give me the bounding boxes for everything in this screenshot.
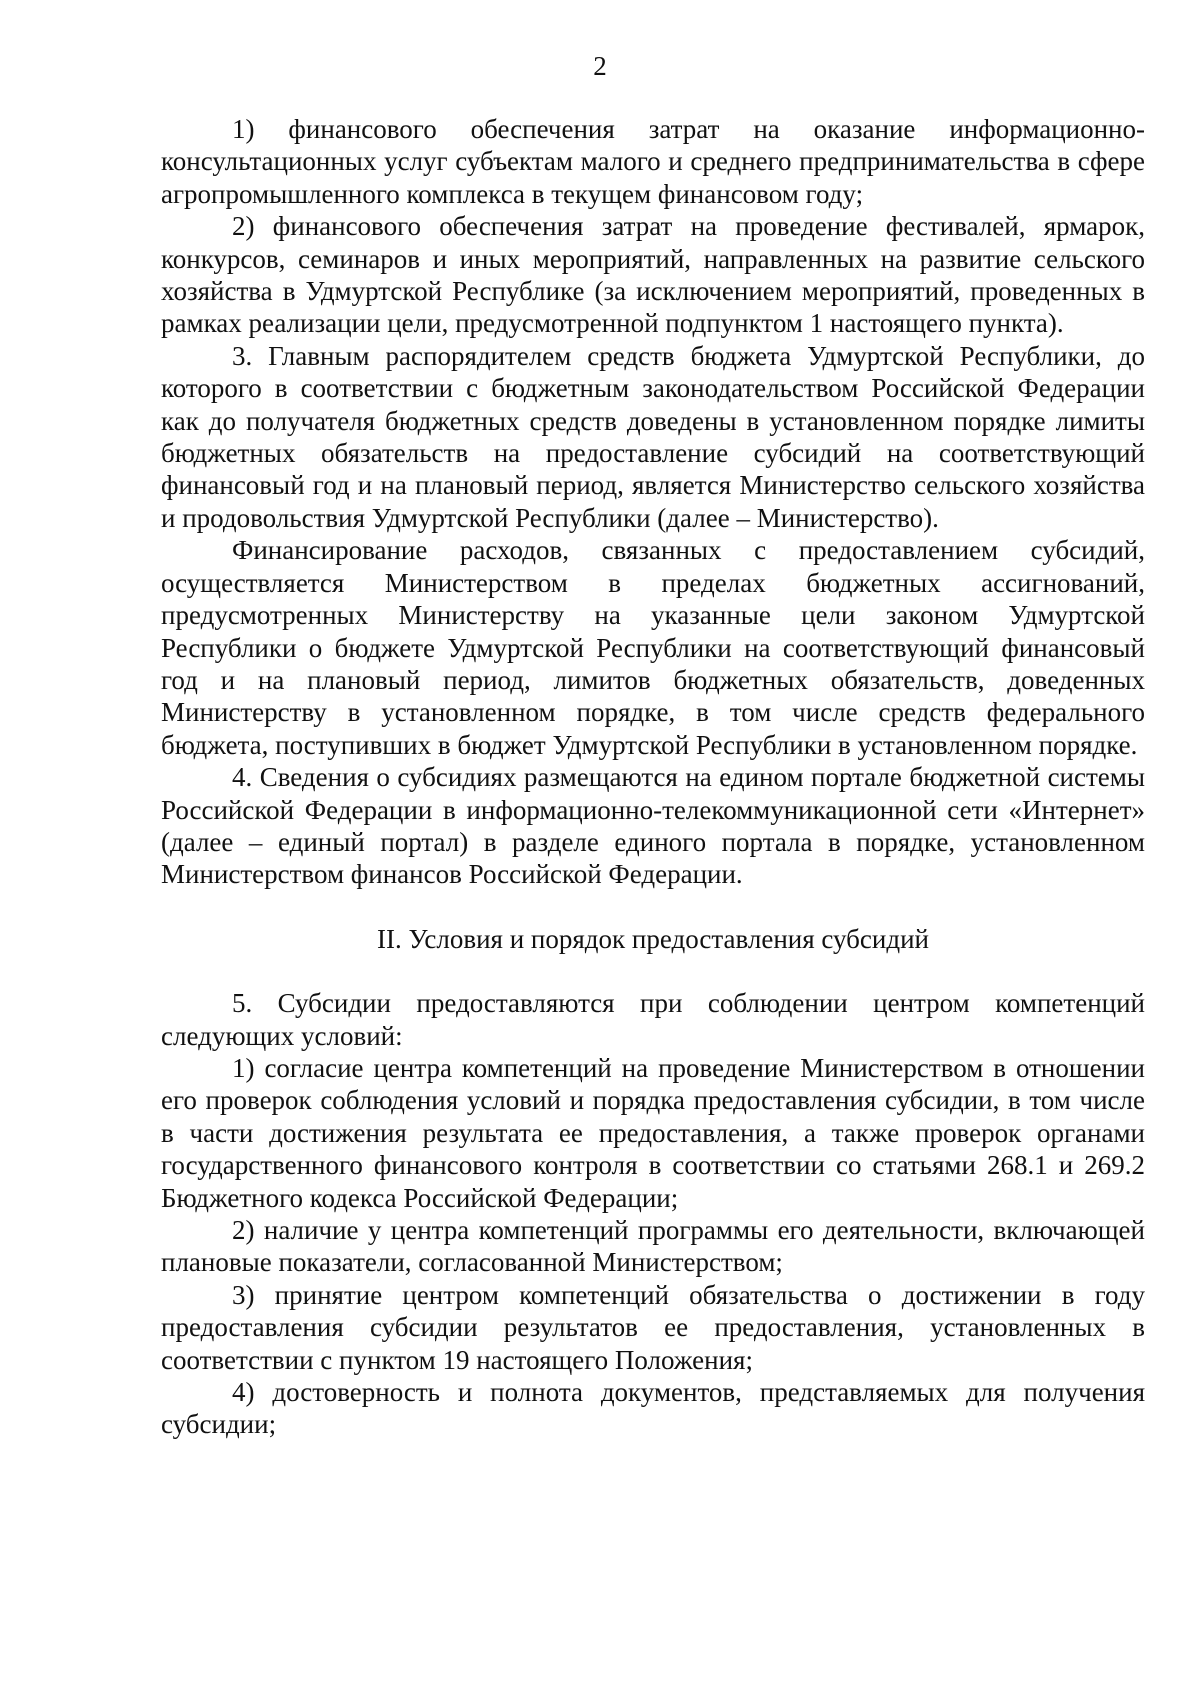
- paragraph: 1) финансового обеспечения затрат на оказание информационно-консультационных услуг субъектам малого и среднего предпринимательства в сфере агропромышленного комплекса в текущем финансовом году;: [161, 114, 1145, 209]
- paragraph: 2) наличие у центра компетенций программы его деятельности, включающей плановые показатели, согласованной Министерством;: [161, 1215, 1145, 1278]
- paragraph: 2) финансового обеспечения затрат на проведение фестивалей, ярмарок, конкурсов, семинаров и иных мероприятий, направленных на развитие сельского хозяйства в Удмуртской Республике (за исключением мероприятий, проведенных в рамках реализации цели, предусмотренной подпунктом 1 настоящего пункта).: [161, 211, 1145, 339]
- section-heading: II. Условия и порядок предоставления субсидий: [377, 923, 929, 954]
- page-number: 2: [593, 51, 607, 81]
- paragraph: Финансирование расходов, связанных с предоставлением субсидий, осуществляется Министерством в пределах бюджетных ассигнований, предусмотренных Министерству на указанные цели законом Удмуртской Республики о бюджете Удмуртской Республики на соответствующий финансовый год и на плановый период, лимитов бюджетных обязательств, доведенных Министерству в установленном порядке, в том числе средств федерального бюджета, поступивших в бюджет Удмуртской Республики в установленном порядке.: [161, 535, 1145, 760]
- paragraph: 5. Субсидии предоставляются при соблюдении центром компетенций следующих условий:: [161, 988, 1145, 1051]
- paragraph: 1) согласие центра компетенций на проведение Министерством в отношении его проверок соблюдения условий и порядка предоставления субсидии, в том числе в части достижения результата ее предоставления, а также проверок органами государственного финансового контроля в соответствии со статьями 268.1 и 269.2 Бюджетного кодекса Российской Федерации;: [161, 1052, 1145, 1213]
- paragraph: 3) принятие центром компетенций обязательства о достижении в году предоставления субсидии результатов ее предоставления, установленных в соответствии с пунктом 19 настоящего Положения;: [161, 1279, 1145, 1375]
- paragraph: 4) достоверность и полнота документов, представляемых для получения субсидии;: [161, 1377, 1145, 1440]
- paragraph: 3. Главным распорядителем средств бюджета Удмуртской Республики, до которого в соответствии с бюджетным законодательством Российской Федерации как до получателя бюджетных средств доведены в установленном порядке лимиты бюджетных обязательств на предоставление субсидий на соответствующий финансовый год и на плановый период, является Министерство сельского хозяйства и продовольствия Удмуртской Республики (далее – Министерство).: [161, 340, 1145, 533]
- paragraph: 4. Сведения о субсидиях размещаются на едином портале бюджетной системы Российской Федерации в информационно-телекоммуникационной сети «Интернет» (далее – единый портал) в разделе единого портала в порядке, установленном Министерством финансов Российской Федерации.: [161, 762, 1145, 890]
- document-body: [161, 113, 1145, 1441]
